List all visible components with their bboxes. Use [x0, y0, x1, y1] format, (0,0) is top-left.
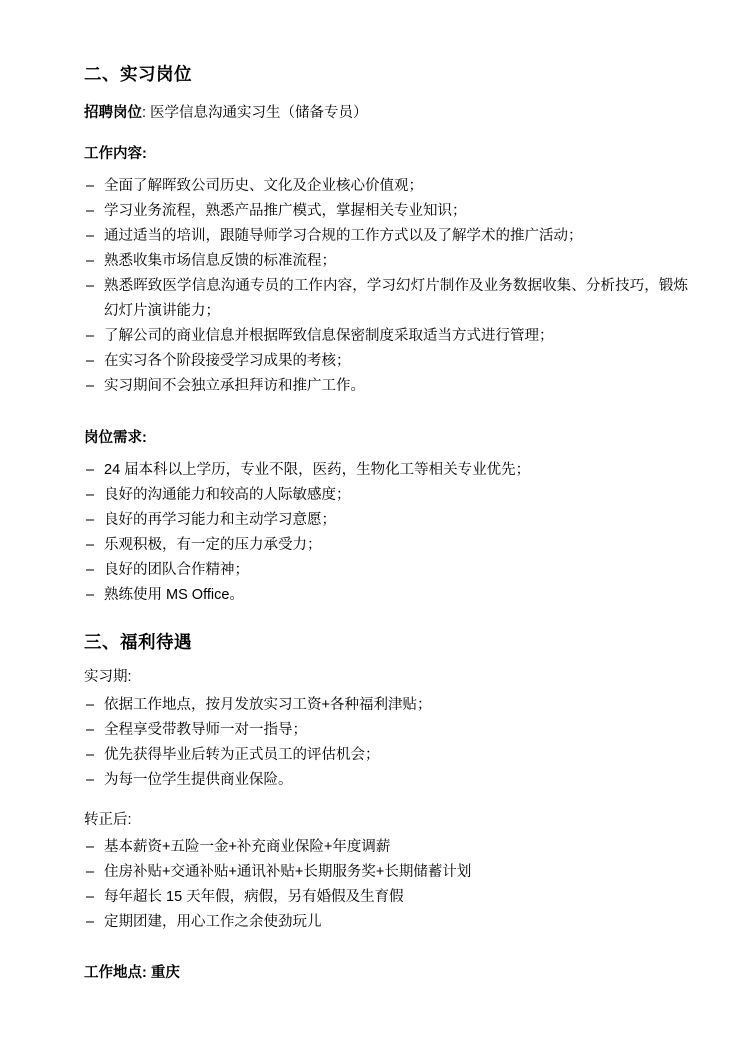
section-heading-benefits: 三、福利待遇	[84, 631, 192, 652]
list-item: – 实习期间不会独立承担拜访和推广工作。	[84, 374, 688, 399]
list-item: – 良好的团队合作精神；	[84, 558, 688, 583]
list-item: – 在实习各个阶段接受学习成果的考核；	[84, 349, 688, 374]
list-item: – 基本薪资+五险一金+补充商业保险+年度调薪	[84, 835, 688, 860]
list-item: – 全面了解晖致公司历史、文化及企业核心价值观；	[84, 174, 688, 199]
list-item: – 为每一位学生提供商业保险。	[84, 768, 688, 793]
requirements-heading: 岗位需求:	[84, 430, 147, 447]
list-item: – 良好的再学习能力和主动学习意愿；	[84, 508, 688, 533]
list-item: – 24 届本科以上学历，专业不限，医药，生物化工等相关专业优先；	[84, 458, 688, 483]
list-item: – 优先获得毕业后转为正式员工的评估机会；	[84, 743, 688, 768]
fulltime-label: 转正后:	[84, 811, 132, 828]
list-item: – 乐观积极，有一定的压力承受力；	[84, 533, 688, 558]
list-item: – 熟练使用 MS Office。	[84, 583, 688, 608]
position-label: 招聘岗位	[84, 104, 142, 121]
list-item: – 熟悉收集市场信息反馈的标准流程；	[84, 249, 688, 274]
requirements-list	[84, 458, 688, 608]
work-content-list	[84, 174, 688, 398]
work-location-label: 工作地点	[84, 964, 142, 981]
list-item: – 每年超长 15 天年假，病假，另有婚假及生育假	[84, 885, 688, 910]
section-heading-jobs: 二、实习岗位	[84, 64, 192, 84]
intern-benefits-list	[84, 693, 688, 793]
work-content-heading: 工作内容:	[84, 146, 147, 163]
intern-period-label: 实习期:	[84, 669, 132, 686]
list-item: – 全程享受带教导师一对一指导；	[84, 718, 688, 743]
spacer	[84, 414, 688, 428]
list-item: – 了解公司的商业信息并根据晖致信息保密制度采取适当方式进行管理；	[84, 324, 688, 349]
list-item: – 住房补贴+交通补贴+通讯补贴+长期服务奖+长期储蓄计划	[84, 860, 688, 885]
list-item: – 定期团建，用心工作之余使劲玩儿	[84, 910, 688, 935]
work-location-line	[84, 961, 688, 982]
position-line	[84, 103, 688, 125]
list-item: – 熟悉晖致医学信息沟通专员的工作内容，学习幻灯片制作及业务数据收集、分析技巧，锻炼幻灯片演讲能力；	[84, 274, 688, 324]
fulltime-benefits-list	[84, 835, 688, 935]
position-value: : 医学信息沟通实习生（储备专员）	[142, 104, 368, 121]
list-item: – 通过适当的培训，跟随导师学习合规的工作方式以及了解学术的推广活动；	[84, 224, 688, 249]
work-location-value: : 重庆	[142, 964, 180, 981]
list-item: – 学习业务流程，熟悉产品推广模式，掌握相关专业知识；	[84, 199, 688, 224]
list-item: – 良好的沟通能力和较高的人际敏感度；	[84, 483, 688, 508]
list-item: – 依据工作地点，按月发放实习工资+各种福利津贴；	[84, 693, 688, 718]
